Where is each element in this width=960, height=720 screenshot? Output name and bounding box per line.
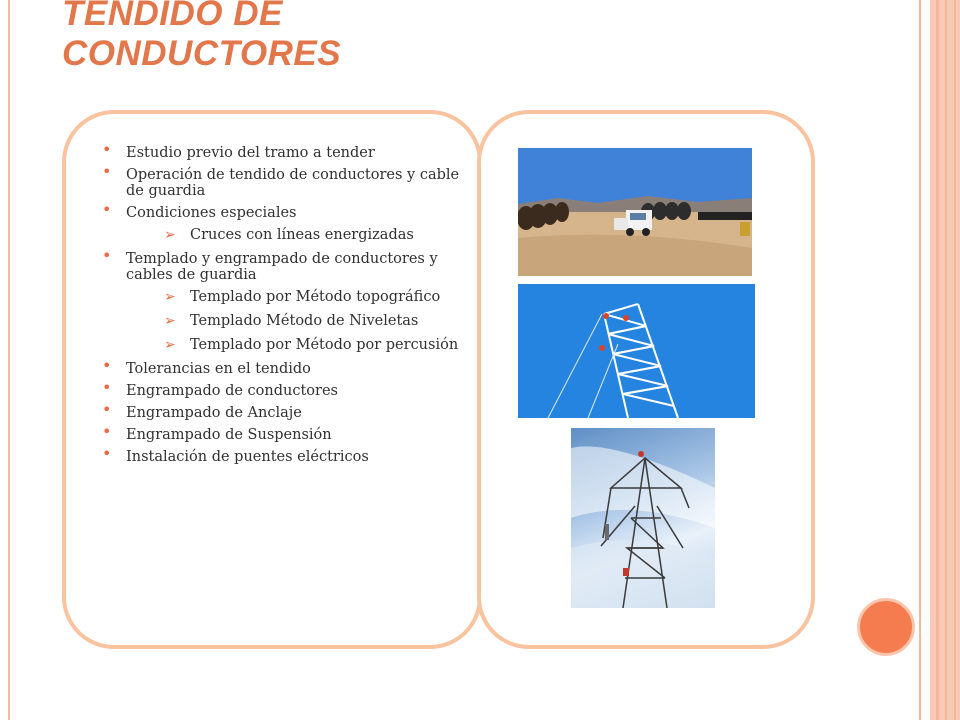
list-item bbox=[102, 162, 462, 199]
left-frame-line bbox=[8, 0, 10, 720]
list-item-text: Tolerancias en el tendido bbox=[126, 361, 311, 377]
list-item-text: Templado y engrampado de conductores y cables de guardia bbox=[126, 251, 438, 283]
right-frame-stripe bbox=[936, 0, 939, 720]
bullet-icon: • bbox=[102, 246, 112, 265]
arrow-bullet-icon: ➢ bbox=[164, 313, 176, 329]
sub-list-item-text: Templado Método de Niveletas bbox=[190, 313, 419, 329]
bullet-icon: • bbox=[102, 162, 112, 181]
sub-list-item bbox=[102, 337, 462, 353]
arrow-bullet-icon: ➢ bbox=[164, 227, 176, 243]
decorative-circle bbox=[857, 598, 915, 656]
sub-list-item-text: Cruces con líneas energizadas bbox=[190, 227, 414, 243]
right-frame-line bbox=[919, 0, 921, 720]
sub-list-item-text: Templado por Método topográfico bbox=[190, 289, 441, 305]
list-item-text: Engrampado de Suspensión bbox=[126, 427, 332, 443]
sub-list-item bbox=[102, 313, 462, 329]
slide-title-line1: TENDIDO DE bbox=[62, 0, 283, 33]
arrow-bullet-icon: ➢ bbox=[164, 289, 176, 305]
list-item bbox=[102, 246, 462, 283]
bullet-list bbox=[102, 140, 462, 471]
list-item bbox=[102, 356, 462, 377]
sub-list-item-text: Templado por Método por percusión bbox=[190, 337, 459, 353]
list-item bbox=[102, 200, 462, 221]
list-item bbox=[102, 378, 462, 399]
bullet-icon: • bbox=[102, 444, 112, 463]
photo-cable-reels-site bbox=[518, 148, 752, 276]
right-frame-stripe bbox=[954, 0, 956, 720]
list-item-text: Operación de tendido de conductores y cable de guardia bbox=[126, 167, 460, 199]
slide-title bbox=[62, 0, 341, 74]
list-item-text: Condiciones especiales bbox=[126, 205, 297, 221]
bullet-icon: • bbox=[102, 140, 112, 159]
photo-lattice-tower-sky bbox=[518, 284, 755, 418]
sub-list-item bbox=[102, 227, 462, 243]
photo-tower-clouds bbox=[571, 428, 715, 608]
list-item-text: Engrampado de Anclaje bbox=[126, 405, 302, 421]
bullet-icon: • bbox=[102, 200, 112, 219]
bullet-icon: • bbox=[102, 378, 112, 397]
bullet-icon: • bbox=[102, 422, 112, 441]
arrow-bullet-icon: ➢ bbox=[164, 337, 176, 353]
list-item bbox=[102, 444, 462, 465]
list-item bbox=[102, 422, 462, 443]
right-frame-stripe bbox=[945, 0, 947, 720]
list-item bbox=[102, 400, 462, 421]
list-item bbox=[102, 140, 462, 161]
slide-title-line2: CONDUCTORES bbox=[62, 34, 342, 73]
bullet-icon: • bbox=[102, 356, 112, 375]
sub-list-item bbox=[102, 289, 462, 305]
list-item-text: Estudio previo del tramo a tender bbox=[126, 145, 375, 161]
list-item-text: Engrampado de conductores bbox=[126, 383, 338, 399]
bullet-icon: • bbox=[102, 400, 112, 419]
list-item-text: Instalación de puentes eléctricos bbox=[126, 449, 369, 465]
